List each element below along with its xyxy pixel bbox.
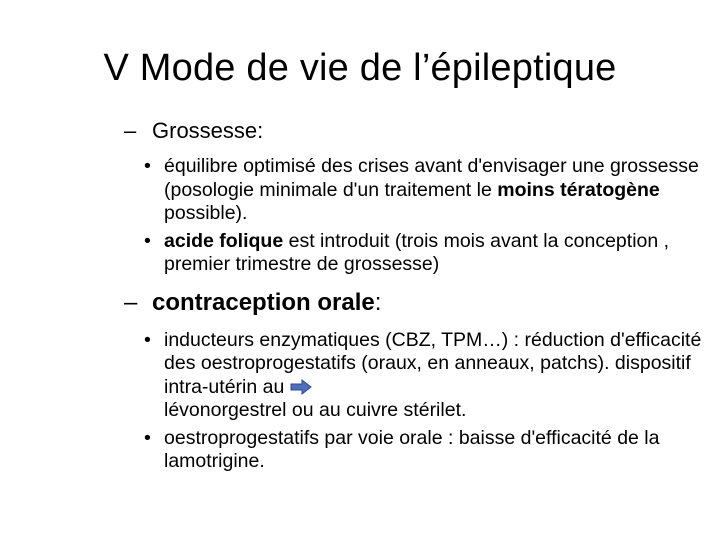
- bullet-marker: •: [144, 229, 151, 252]
- bullet-marker: •: [144, 155, 151, 177]
- bullet-text-part2: est introduit (trois mois avant la conception , premier trimestre de grossesse): [164, 229, 670, 275]
- heading-colon: :: [374, 288, 382, 316]
- bullet-inducteurs: [132, 329, 704, 423]
- bullet-oestroprogestatifs: [132, 427, 704, 474]
- section-grossesse-heading: [124, 116, 704, 146]
- bullet-text-part1: oestroprogestatifs par voie orale : baisse d'efficacité de la lamotrigine.: [164, 426, 660, 472]
- section-contraception-heading: [124, 287, 704, 319]
- dash-marker: –: [124, 118, 137, 143]
- right-arrow-icon[interactable]: [290, 378, 312, 394]
- bullet-text-part1: inducteurs enzymatiques (CBZ, TPM…) : réduction d'efficacité des oestroprogestatifs (oraux, en anneaux, patchs). dispositif intra-utérin au: [164, 328, 702, 398]
- bullet-text-part2: possible).: [164, 202, 248, 224]
- heading-text: Grossesse:: [152, 118, 264, 143]
- bullet-text-bold: moins tératogène: [497, 178, 660, 201]
- bullet-equilibre: [132, 155, 704, 226]
- bullet-text-part2: lévonorgestrel ou au cuivre stérilet.: [164, 399, 467, 421]
- bullet-marker: •: [144, 426, 151, 449]
- bullet-text-part1: équilibre optimisé des crises avant d'envisager une grossesse (posologie minimale d'un traitement le: [164, 155, 699, 201]
- bullet-text-bold: acide folique: [164, 229, 284, 252]
- slide-content: [124, 116, 704, 474]
- dash-marker: –: [124, 288, 138, 316]
- bullet-marker: •: [144, 328, 151, 351]
- slide-title: V Mode de vie de l’épileptique: [103, 47, 617, 89]
- bullet-acide-folique: [132, 230, 704, 277]
- heading-text: contraception orale: [152, 288, 375, 316]
